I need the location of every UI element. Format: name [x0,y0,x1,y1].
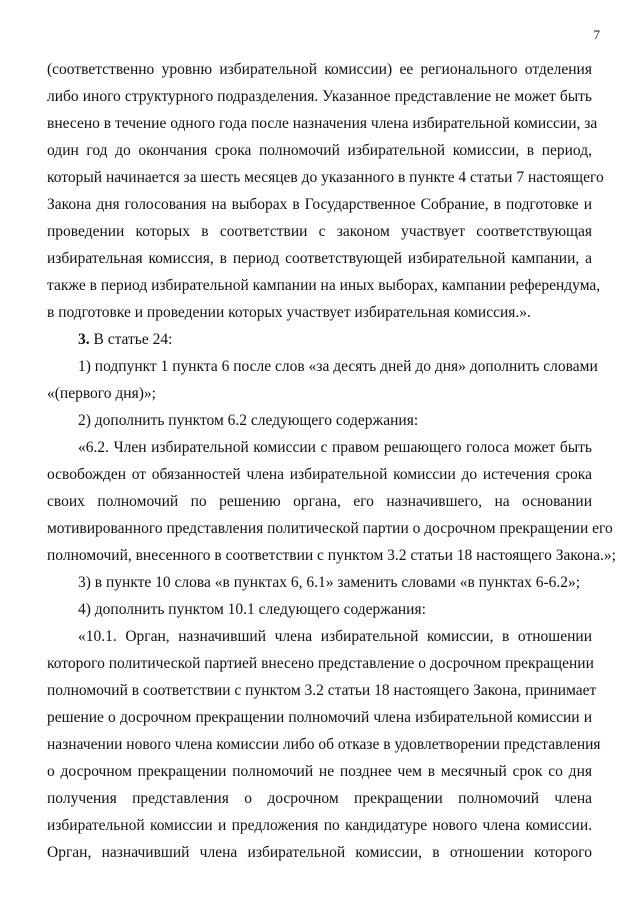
section-title: В статье 24: [93,331,173,348]
text-line: назначении нового члена комиссии либо об отказе в удовлетворении представления [47,736,601,753]
text-line: о досрочном прекращении полномочий не позднее чем в месячный срок со дня [47,763,592,780]
text-line: «(первого дня)»; [47,385,156,402]
text-line: мотивированного представления политической партии о досрочном прекращении его [47,520,613,537]
text-line: Орган, назначивший члена избирательной комиссии, в отношении которого [47,844,592,861]
text-line: которого политической партией внесено представление о досрочном прекращении [47,655,594,672]
text-line: один год до окончания срока полномочий избирательной комиссии, в период, [47,142,592,159]
text-line: 2) дополнить пунктом 6.2 следующего содержания: [78,412,419,429]
text-line: полномочий в соответствии с пунктом 3.2 статьи 18 настоящего Закона, принимает [47,682,597,699]
text-line: в подготовке и проведении которых участвует избирательная комиссия.». [47,304,531,321]
text-line: 3) в пункте 10 слова «в пунктах 6, 6.1» заменить словами «в пунктах 6-6.2»; [78,574,581,591]
text-line: избирательной комиссии и предложения по кандидатуре нового члена комиссии. [47,817,592,834]
text-line: внесено в течение одного года после назначения члена избирательной комиссии, за [47,115,598,132]
section-number: 3. [78,331,90,348]
text-line: получения представления о досрочном прекращении полномочий члена [47,790,592,807]
text-line: либо иного структурного подразделения. Указанное представление не может быть [47,88,592,105]
text-line: избирательная комиссия, в период соответствующей избирательной кампании, а [47,250,592,267]
section-heading [78,330,592,350]
text-line: 1) подпункт 1 пункта 6 после слов «за десять дней до дня» дополнить словами [78,358,598,375]
text-line: (соответственно уровню избирательной комиссии) ее регионального отделения [47,61,592,78]
text-line: решение о досрочном прекращении полномочий члена избирательной комиссии и [47,709,592,726]
page-number: 7 [593,27,600,42]
text-line: полномочий, внесенного в соответствии с пунктом 3.2 статьи 18 настоящего Закона.»; [47,547,616,564]
text-line: своих полномочий по решению органа, его назначившего, на основании [47,493,592,510]
text-line: также в период избирательной кампании на иных выборах, кампании референдума, [47,277,601,294]
text-line: освобожден от обязанностей члена избирательной комиссии до истечения срока [47,466,592,483]
text-line: «10.1. Орган, назначивший члена избирательной комиссии, в отношении [78,628,592,645]
text-line: 4) дополнить пунктом 10.1 следующего содержания: [78,601,426,618]
text-line: который начинается за шесть месяцев до указанного в пункте 4 статьи 7 настоящего [47,169,604,186]
text-line: проведении которых в соответствии с законом участвует соответствующая [47,223,592,240]
text-line: «6.2. Член избирательной комиссии с правом решающего голоса может быть [78,439,592,456]
text-line: Закона дня голосования на выборах в Государственное Собрание, в подготовке и [47,196,592,213]
